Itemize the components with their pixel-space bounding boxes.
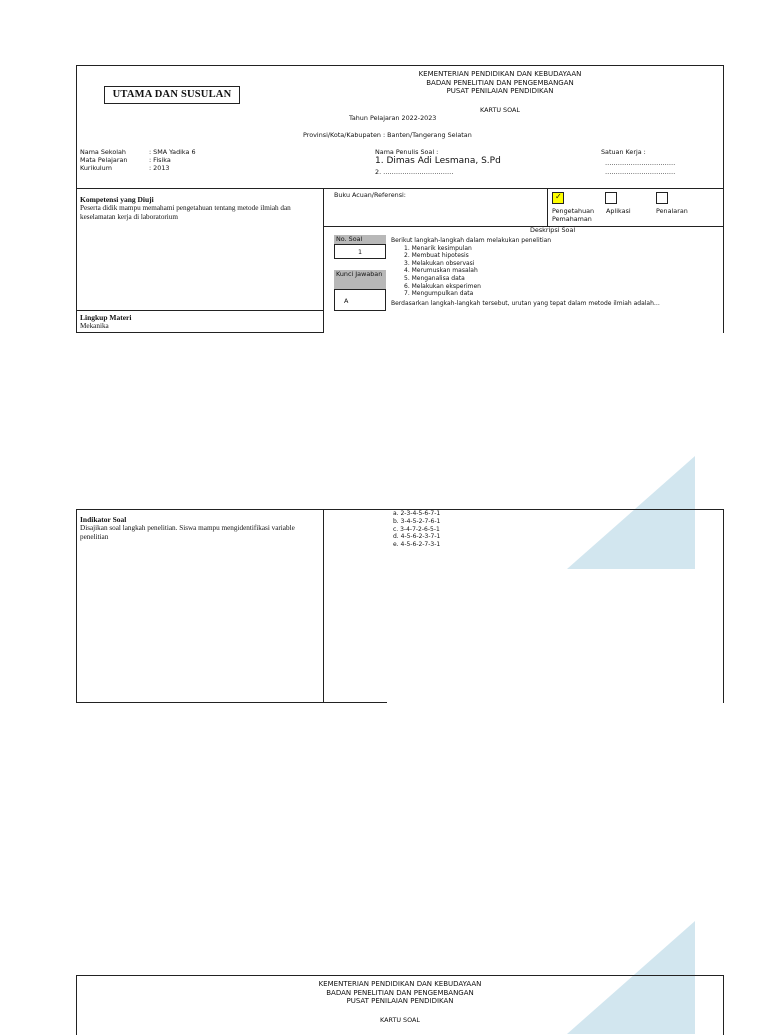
scope-heading: Lingkup Materi	[80, 313, 132, 322]
question-intro: Berikut langkah-langkah dalam melakukan penelitian	[391, 237, 552, 244]
province-line: Provinsi/Kota/Kabupaten : Banten/Tangerang Selatan	[303, 131, 472, 139]
card-title: KARTU SOAL	[480, 106, 520, 114]
question-no-label: No. Soal	[334, 235, 386, 244]
ministry-line: KEMENTERIAN PENDIDIKAN DAN KEBUDAYAAN	[418, 70, 582, 78]
ministry-line: KEMENTERIAN PENDIDIKAN DAN KEBUDAYAAN	[318, 980, 482, 988]
academic-year: Tahun Pelajaran 2022-2023	[349, 114, 437, 122]
school-name-value: : SMA Yadika 6	[149, 148, 196, 156]
exam-type-box: UTAMA DAN SUSULAN	[104, 86, 240, 104]
answer-key-value: A	[334, 289, 386, 311]
work-unit-label: Satuan Kerja :	[601, 148, 646, 156]
subject-value: : Fisika	[149, 156, 171, 164]
work-unit-dots-2: ……………………………	[605, 168, 676, 176]
answer-key-label: Kunci Jawaban	[334, 270, 386, 289]
subject-label: Mata Pelajaran	[80, 156, 128, 164]
indicator-heading: Indikator Soal	[80, 515, 127, 524]
list-item: 1. Menarik kesimpulan	[404, 244, 472, 252]
checkmark-icon: ✓	[555, 192, 562, 201]
watermark-shape	[567, 456, 695, 569]
curriculum-label: Kurikulum	[80, 164, 112, 172]
cognitive-checkbox-application[interactable]	[605, 192, 617, 204]
author-2: 2. ……………………………	[375, 168, 454, 176]
agency-line: BADAN PENELITIAN DAN PENGEMBANGAN	[326, 988, 474, 997]
option-b: b. 3-4-5-2-7-6-1	[393, 517, 441, 525]
institution-header	[200, 980, 600, 1006]
cognitive-label-application: Aplikasi	[606, 207, 631, 215]
option-e: e. 4-5-6-2-7-3-1	[393, 541, 441, 549]
center-line: PUSAT PENILAIAN PENDIDIKAN	[446, 87, 554, 95]
school-values	[149, 148, 269, 172]
description-heading: Deskripsi Soal	[530, 226, 576, 234]
steps-list	[391, 245, 721, 298]
competency-heading: Kompetensi yang Diuji	[80, 195, 154, 204]
list-item: 6. Melakukan eksperimen	[404, 282, 481, 290]
option-c: c. 3-4-7-2-6-5-1	[393, 525, 440, 533]
institution-header	[300, 70, 700, 96]
list-item: 2. Membuat hipotesis	[404, 252, 469, 260]
center-line: PUSAT PENILAIAN PENDIDIKAN	[346, 997, 454, 1005]
option-a: a. 2-3-4-5-6-7-1	[393, 510, 441, 517]
option-d: d. 4-5-6-2-3-7-1	[393, 533, 441, 541]
question-body	[391, 237, 721, 307]
question-prompt: Berdasarkan langkah-langkah tersebut, urutan yang tepat dalam metode ilmiah adalah…	[391, 299, 660, 307]
cognitive-checkbox-reasoning[interactable]	[656, 192, 668, 204]
cognitive-label-knowledge: Pengetahuan Pemahaman	[552, 207, 595, 223]
indicator-text: Disajikan soal langkah penelitian. Siswa mampu mengidentifikasi variable penelitian	[80, 524, 295, 541]
list-item: 7. Mengumpulkan data	[404, 290, 474, 298]
school-labels	[80, 148, 150, 172]
author-label: Nama Penulis Soal :	[375, 148, 439, 156]
cognitive-checkbox-knowledge[interactable]	[552, 192, 564, 204]
scope-text: Mekanika	[80, 322, 109, 330]
answer-options	[393, 510, 440, 549]
reference-label: Buku Acuan/Referensi:	[334, 191, 406, 199]
work-unit-dots-1: ……………………………	[605, 159, 676, 167]
competency-text: Peserta didik mampu memahami pengetahuan tentang metode ilmiah dan keselamatan kerja di laboratorium	[80, 204, 291, 221]
question-no-value: 1	[334, 244, 386, 259]
list-item: 3. Melakukan observasi	[404, 259, 475, 267]
agency-line: BADAN PENELITIAN DAN PENGEMBANGAN	[426, 78, 574, 87]
curriculum-value: : 2013	[149, 164, 170, 172]
list-item: 5. Menganalisa data	[404, 274, 465, 282]
card-title: KARTU SOAL	[380, 1016, 420, 1024]
list-item: 4. Merumuskan masalah	[404, 267, 478, 275]
school-name-label: Nama Sekolah	[80, 148, 126, 156]
author-1: 1. Dimas Adi Lesmana, S.Pd	[375, 156, 501, 166]
cognitive-label-reasoning: Penalaran	[656, 207, 688, 215]
